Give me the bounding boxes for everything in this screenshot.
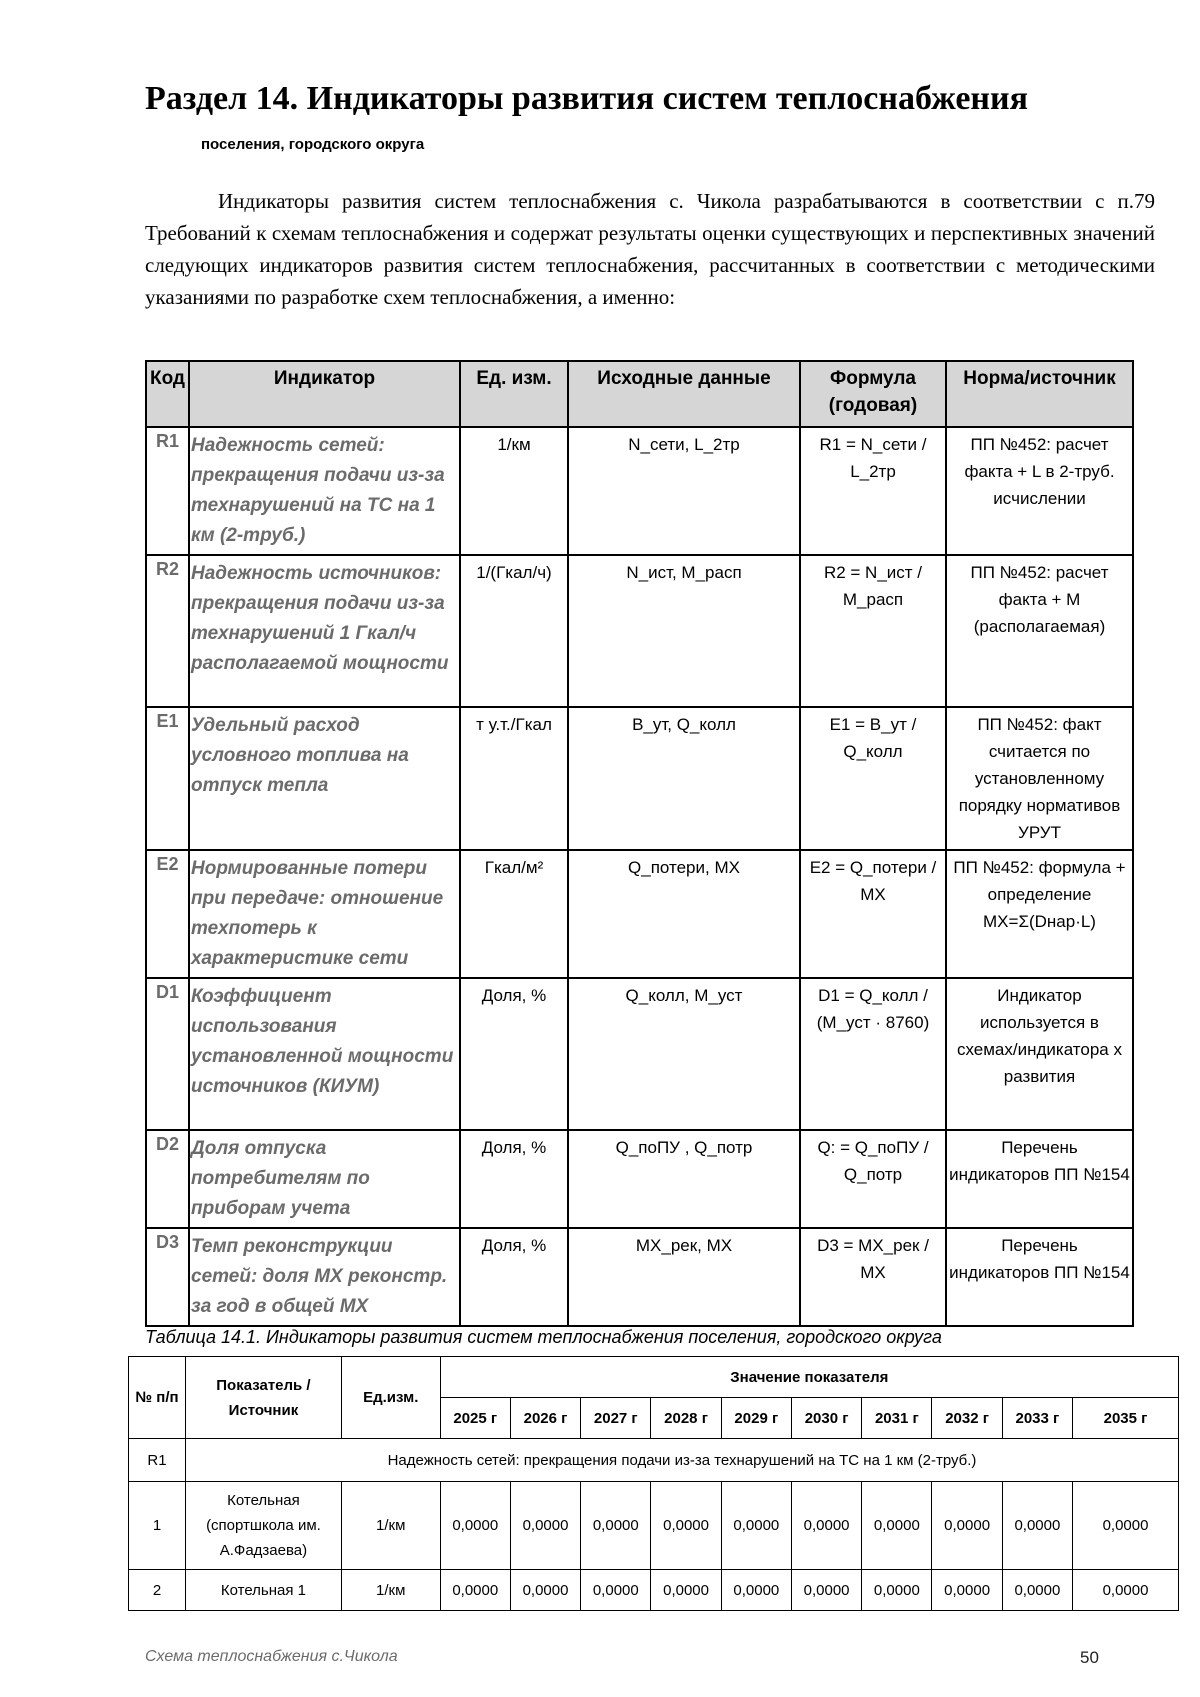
value-cell: 0,0000 [791,1570,861,1611]
footer-document-title: Схема теплоснабжения с.Чикола [145,1648,398,1665]
page-title-line2: поселения, городского округа [201,136,425,153]
indicator-name: Удельный расход условного топлива на отпуск тепла [189,707,460,850]
header-formula: Формула (годовая) [800,361,946,427]
intro-paragraph: Индикаторы развития систем теплоснабжения с. Чикола разрабатываются в соответствии с п.79 Требований к схемам теплоснабжения и содержат результаты оценки существующих и перспективных значений следующих индикаторов развития систем теплоснабжения, рассчитанных в соответствии с методическими указаниями по разработке схем теплоснабжения, а именно: [145,189,1155,309]
value-cell: 0,0000 [721,1570,791,1611]
header-num: № п/п [129,1357,186,1439]
indicator-norm: ПП №452: формула + определение MX=Σ(Dнар·L) [946,850,1133,978]
indicator-code: R2 [146,555,189,707]
value-cell: 0,0000 [721,1482,791,1570]
indicator-name: Надежность сетей: прекращения подачи из-за технарушений на ТС на 1 км (2-труб.) [189,427,460,555]
indicator-formula: E2 = Q_потери / MX [800,850,946,978]
indicator-norm: Перечень индикаторов ПП №154 [946,1228,1133,1326]
year-header: 2035 г [1073,1398,1179,1439]
indicator-source-data: Q_поПУ , Q_потр [568,1130,800,1228]
table-row [146,978,1133,1130]
indicator-unit: т у.т./Гкал [460,707,568,850]
indicator-formula: E1 = B_ут / Q_колл [800,707,946,850]
table-row [129,1570,1179,1611]
year-header: 2026 г [510,1398,580,1439]
indicator-unit: Доля, % [460,1228,568,1326]
header-norm: Норма/источник [946,361,1133,427]
header-indicator: Индикатор [189,361,460,427]
year-header: 2033 г [1002,1398,1072,1439]
value-cell: 0,0000 [932,1482,1002,1570]
table-caption: Таблица 14.1. Индикаторы развития систем теплоснабжения поселения, городского округа [145,1327,942,1347]
indicator-code: E2 [146,850,189,978]
indicator-formula: D1 = Q_колл / (M_уст · 8760) [800,978,946,1130]
table-row [146,427,1133,555]
year-header: 2029 г [721,1398,791,1439]
indicator-unit: 1/км [460,427,568,555]
page-title-line1: Раздел 14. Индикаторы развития систем теплоснабжения [145,80,1029,117]
year-header: 2031 г [862,1398,932,1439]
table-row [146,1130,1133,1228]
page-number: 50 [1080,1648,1099,1667]
value-cell: 0,0000 [862,1482,932,1570]
value-cell: 0,0000 [510,1482,580,1570]
table-row [146,1228,1133,1326]
indicator-unit: Гкал/м² [460,850,568,978]
indicator-code: D3 [146,1228,189,1326]
table-row [146,707,1133,850]
section-row [129,1439,1179,1482]
value-cell: 0,0000 [791,1482,861,1570]
year-header: 2028 г [651,1398,721,1439]
indicator-name: Нормированные потери при передаче: отношение техпотерь к характеристике сети [189,850,460,978]
indicator-name: Коэффициент использования установленной мощности источников (КИУМ) [189,978,460,1130]
table-row [129,1482,1179,1570]
page-title [145,76,1115,168]
indicator-name: Доля отпуска потребителям по приборам учета [189,1130,460,1228]
year-header: 2027 г [581,1398,651,1439]
indicator-code: D2 [146,1130,189,1228]
year-header: 2032 г [932,1398,1002,1439]
row-source: Котельная 1 [186,1570,342,1611]
indicator-norm: Индикатор используется в схемах/индикатора х развития [946,978,1133,1130]
row-unit: 1/км [341,1482,440,1570]
value-cell: 0,0000 [1073,1482,1179,1570]
indicator-name: Темп реконструкции сетей: доля MX реконстр. за год в общей MX [189,1228,460,1326]
indicator-name: Надежность источников: прекращения подачи из-за технарушений 1 Гкал/ч располагаемой мощности [189,555,460,707]
indicator-code: R1 [146,427,189,555]
value-cell: 0,0000 [1002,1482,1072,1570]
indicator-formula: D3 = MX_рек / MX [800,1228,946,1326]
header-code: Код [146,361,189,427]
indicator-formula: Q: = Q_поПУ / Q_потр [800,1130,946,1228]
section-title: Надежность сетей: прекращения подачи из-за технарушений на ТС на 1 км (2-труб.) [186,1439,1179,1482]
indicator-source-data: MX_рек, MX [568,1228,800,1326]
indicator-unit: 1/(Гкал/ч) [460,555,568,707]
header-unit: Ед.изм. [341,1357,440,1439]
row-num: 1 [129,1482,186,1570]
indicator-source-data: Q_потери, MX [568,850,800,978]
table-row [146,850,1133,978]
row-source: Котельная (спортшкола им. А.Фадзаева) [186,1482,342,1570]
indicator-source-data: Q_колл, M_уст [568,978,800,1130]
value-cell: 0,0000 [932,1570,1002,1611]
table-row [146,555,1133,707]
year-header: 2030 г [791,1398,861,1439]
value-cell: 0,0000 [510,1570,580,1611]
value-cell: 0,0000 [581,1482,651,1570]
header-source-data: Исходные данные [568,361,800,427]
indicator-norm: Перечень индикаторов ПП №154 [946,1130,1133,1228]
indicator-unit: Доля, % [460,978,568,1130]
indicator-source-data: N_сети, L_2тр [568,427,800,555]
header-value-group: Значение показателя [440,1357,1178,1398]
indicator-code: E1 [146,707,189,850]
indicator-norm: ПП №452: факт считается по установленному порядку нормативов УРУТ [946,707,1133,850]
value-cell: 0,0000 [440,1482,510,1570]
indicator-code: D1 [146,978,189,1130]
value-cell: 0,0000 [440,1570,510,1611]
indicators-table [145,360,1134,1327]
values-header-row [129,1357,1179,1398]
indicator-norm: ПП №452: расчет факта + M (располагаемая) [946,555,1133,707]
indicator-formula: R1 = N_сети / L_2тр [800,427,946,555]
header-unit: Ед. изм. [460,361,568,427]
values-table [128,1356,1179,1611]
year-header: 2025 г [440,1398,510,1439]
value-cell: 0,0000 [862,1570,932,1611]
indicator-norm: ПП №452: расчет факта + L в 2-труб. исчислении [946,427,1133,555]
section-code: R1 [129,1439,186,1482]
value-cell: 0,0000 [651,1570,721,1611]
indicator-source-data: N_ист, M_расп [568,555,800,707]
header-source: Показатель / Источник [186,1357,342,1439]
value-cell: 0,0000 [1073,1570,1179,1611]
indicator-formula: R2 = N_ист / M_расп [800,555,946,707]
indicators-header-row [146,361,1133,427]
indicator-unit: Доля, % [460,1130,568,1228]
value-cell: 0,0000 [581,1570,651,1611]
value-cell: 0,0000 [651,1482,721,1570]
indicator-source-data: B_ут, Q_колл [568,707,800,850]
value-cell: 0,0000 [1002,1570,1072,1611]
row-num: 2 [129,1570,186,1611]
row-unit: 1/км [341,1570,440,1611]
